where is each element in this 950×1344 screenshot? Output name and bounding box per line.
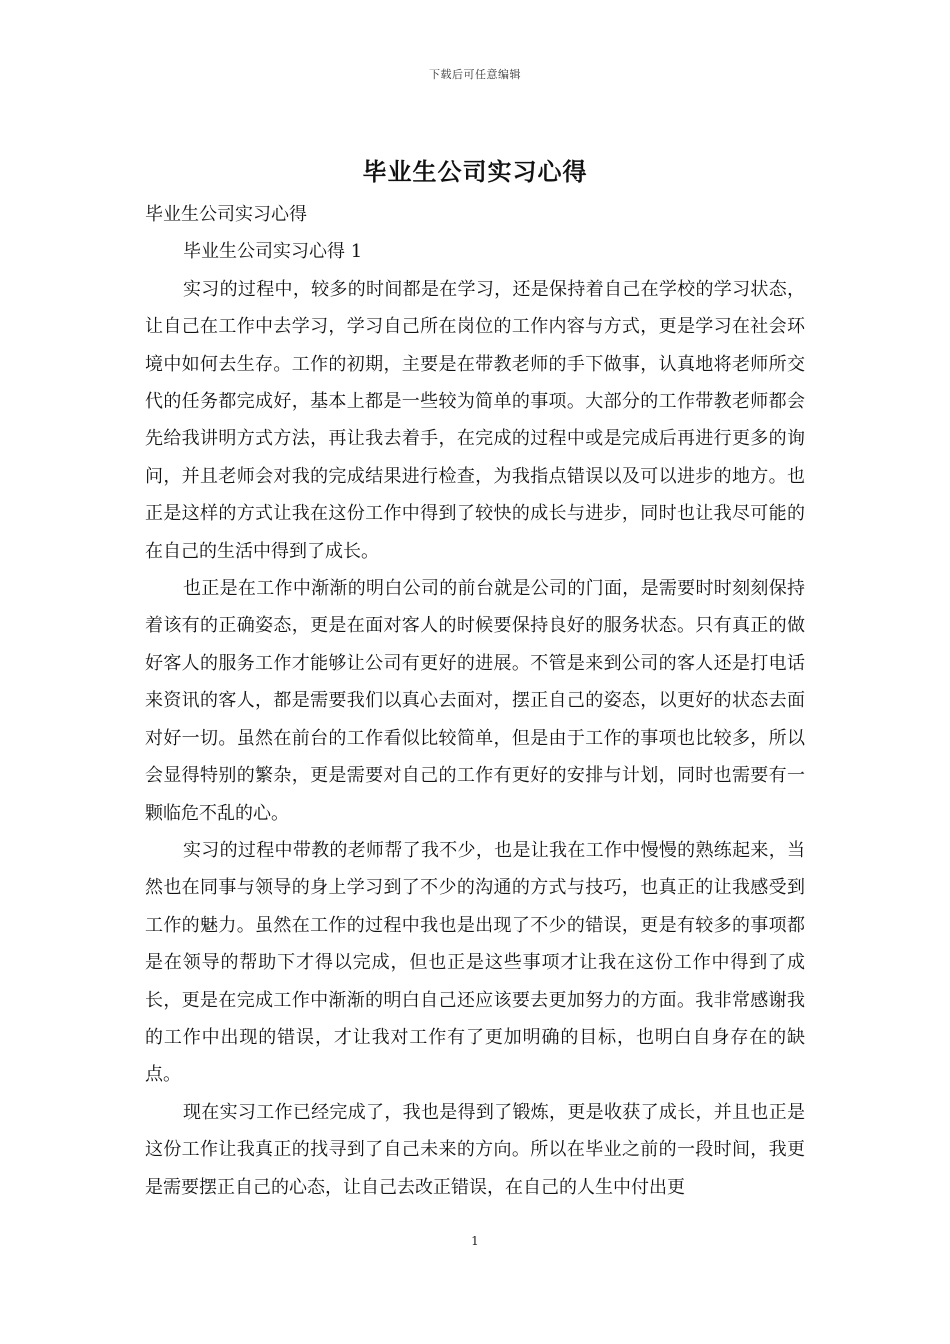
document-subtitle: 毕业生公司实习心得 (145, 204, 307, 225)
page-number: 1 (471, 1234, 479, 1248)
header-note: 下载后可任意编辑 (429, 68, 521, 81)
body-paragraph-3: 实习的过程中带教的老师帮了我不少，也是让我在工作中慢慢的熟练起来，当然也在同事与领导的身上学习到了不少的沟通的方式与技巧，也真正的让我感受到工作的魅力。虽然在工作的过程中我也是出现了不少的错误，更是有较多的事项都是在领导的帮助下才得以完成，但也正是这些事项才让我在这份工作中得到了成长，更是在完成工作中渐渐的明白自己还应该要去更加努力的方面。我非常感谢我的工作中出现的错误，才让我对工作有了更加明确的目标，也明白自身存在的缺点。 (145, 839, 805, 1086)
section-heading: 毕业生公司实习心得 1 (183, 241, 363, 263)
body-paragraph-1: 实习的过程中，较多的时间都是在学习，还是保持着自己在学校的学习状态，让自己在工作中去学习，学习自己所在岗位的工作内容与方式，更是学习在社会环境中如何去生存。工作的初期，主要是在带教老师的手下做事，认真地将老师所交代的任务都完成好，基本上都是一些较为简单的事项。大部分的工作带教老师都会先给我讲明方式方法，再让我去着手，在完成的过程中或是完成后再进行更多的询问，并且老师会对我的完成结果进行检查，为我指点错误以及可以进步的地方。也正是这样的方式让我在这份工作中得到了较快的成长与进步，同时也让我尽可能的在自己的生活中得到了成长。 (145, 278, 805, 562)
body-paragraph-4: 现在实习工作已经完成了，我也是得到了锻炼，更是收获了成长，并且也正是这份工作让我真正的找寻到了自己未来的方向。所以在毕业之前的一段时间，我更是需要摆正自己的心态，让自己去改正错误，在自己的人生中付出更 (145, 1101, 805, 1198)
document-body (145, 196, 805, 1206)
body-paragraph-2: 也正是在工作中渐渐的明白公司的前台就是公司的门面，是需要时时刻刻保持着该有的正确姿态，更是在面对客人的时候要保持良好的服务状态。只有真正的做好客人的服务工作才能够让公司有更好的进展。不管是来到公司的客人还是打电话来资讯的客人，都是需要我们以真心去面对，摆正自己的姿态，以更好的状态去面对好一切。虽然在前台的工作看似比较简单，但是由于工作的事项也比较多，所以会显得特别的繁杂，更是需要对自己的工作有更好的安排与计划，同时也需要有一颗临危不乱的心。 (145, 578, 805, 824)
document-title: 毕业生公司实习心得 (362, 157, 588, 186)
